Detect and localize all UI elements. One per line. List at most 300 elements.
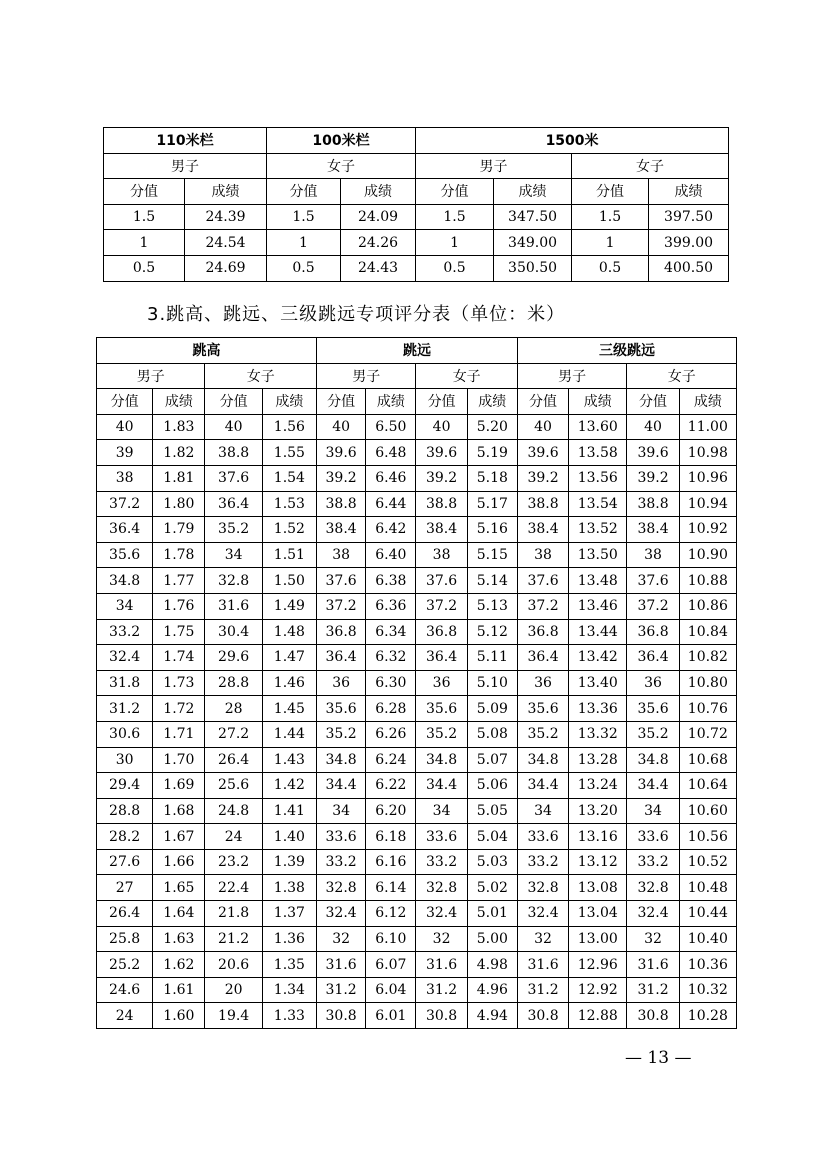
table-cell: 31.2 (416, 977, 467, 1003)
column-label: 分值 (205, 389, 262, 415)
table-row (97, 849, 737, 875)
table-cell: 39.6 (317, 440, 366, 466)
column-label: 成绩 (341, 179, 416, 205)
table-cell: 1.5 (416, 204, 494, 230)
table-cell: 30.8 (627, 1003, 679, 1029)
table-cell: 1.81 (153, 465, 205, 491)
table-row (97, 875, 737, 901)
table-cell: 34.8 (517, 747, 568, 773)
table-cell: 1 (416, 230, 494, 256)
table-cell: 28 (205, 696, 262, 722)
table-cell: 35.6 (517, 696, 568, 722)
table-cell: 24 (205, 824, 262, 850)
table-cell: 1.55 (262, 440, 316, 466)
table-cell: 31.6 (317, 952, 366, 978)
table-row (97, 824, 737, 850)
table-cell: 10.72 (679, 721, 736, 747)
table-cell: 6.12 (366, 901, 416, 927)
table-cell: 6.32 (366, 645, 416, 671)
column-label: 成绩 (262, 389, 316, 415)
table-cell: 36.4 (416, 645, 467, 671)
table-cell: 6.28 (366, 696, 416, 722)
table-cell: 1.37 (262, 901, 316, 927)
table-cell: 24.54 (185, 230, 267, 256)
table-cell: 33.2 (97, 619, 153, 645)
table-row (97, 773, 737, 799)
table-cell: 38.8 (317, 491, 366, 517)
table-cell: 1.39 (262, 849, 316, 875)
table-cell: 6.16 (366, 849, 416, 875)
table-cell: 21.2 (205, 926, 262, 952)
table-cell: 1.70 (153, 747, 205, 773)
table-cell: 38 (627, 542, 679, 568)
table-row (97, 721, 737, 747)
table-cell: 13.56 (569, 465, 627, 491)
table-cell: 32 (627, 926, 679, 952)
table-cell: 37.6 (416, 568, 467, 594)
table-cell: 1.71 (153, 721, 205, 747)
table-cell: 13.42 (569, 645, 627, 671)
table-cell: 1.75 (153, 619, 205, 645)
table-cell: 24.26 (341, 230, 416, 256)
table-cell: 40 (416, 414, 467, 440)
table-cell: 10.56 (679, 824, 736, 850)
table-cell: 38 (97, 465, 153, 491)
table-row (97, 465, 737, 491)
table-cell: 4.98 (467, 952, 517, 978)
table-row (104, 204, 729, 230)
table-cell: 32.4 (627, 901, 679, 927)
table-cell: 39.6 (517, 440, 568, 466)
table-cell: 36.4 (205, 491, 262, 517)
table-cell: 40 (627, 414, 679, 440)
table-cell: 1.54 (262, 465, 316, 491)
table-row (97, 798, 737, 824)
table-cell: 1.61 (153, 977, 205, 1003)
table-cell: 350.50 (494, 255, 572, 281)
table-cell: 37.2 (416, 593, 467, 619)
table-cell: 35.2 (416, 721, 467, 747)
table-cell: 6.18 (366, 824, 416, 850)
table-row (97, 1003, 737, 1029)
table-cell: 38.4 (627, 517, 679, 543)
gender-header: 男子 (104, 153, 267, 179)
table-cell: 21.8 (205, 901, 262, 927)
table-cell: 10.84 (679, 619, 736, 645)
table-cell: 19.4 (205, 1003, 262, 1029)
table-cell: 10.98 (679, 440, 736, 466)
table-cell: 1.42 (262, 773, 316, 799)
table-cell: 1.35 (262, 952, 316, 978)
column-label: 分值 (517, 389, 568, 415)
table-cell: 1.34 (262, 977, 316, 1003)
table-cell: 13.54 (569, 491, 627, 517)
table-cell: 13.44 (569, 619, 627, 645)
table-cell: 1.53 (262, 491, 316, 517)
table-cell: 36.8 (517, 619, 568, 645)
table-cell: 400.50 (649, 255, 729, 281)
table-cell: 6.04 (366, 977, 416, 1003)
table-cell: 6.30 (366, 670, 416, 696)
table-cell: 32.8 (317, 875, 366, 901)
table-cell: 36.8 (627, 619, 679, 645)
column-label: 分值 (416, 389, 467, 415)
table-cell: 33.6 (416, 824, 467, 850)
table-cell: 38 (517, 542, 568, 568)
table-cell: 1.36 (262, 926, 316, 952)
table-cell: 38.8 (627, 491, 679, 517)
hurdles-1500m-table (103, 127, 729, 282)
table-cell: 25.8 (97, 926, 153, 952)
table-cell: 31.2 (317, 977, 366, 1003)
gender-header: 男子 (317, 363, 416, 389)
table-cell: 38.8 (205, 440, 262, 466)
table-cell: 1.38 (262, 875, 316, 901)
table-cell: 35.6 (97, 542, 153, 568)
table-row (97, 542, 737, 568)
table-cell: 5.18 (467, 465, 517, 491)
table-cell: 5.13 (467, 593, 517, 619)
table-cell: 13.32 (569, 721, 627, 747)
table-cell: 34 (416, 798, 467, 824)
table-cell: 31.6 (416, 952, 467, 978)
table-cell: 32.8 (627, 875, 679, 901)
table-cell: 349.00 (494, 230, 572, 256)
table-cell: 24.43 (341, 255, 416, 281)
table-cell: 37.6 (517, 568, 568, 594)
table-row (97, 440, 737, 466)
table-cell: 34.4 (517, 773, 568, 799)
table-cell: 1.63 (153, 926, 205, 952)
table-row (97, 670, 737, 696)
table-cell: 34 (627, 798, 679, 824)
table-cell: 40 (317, 414, 366, 440)
table-cell: 5.02 (467, 875, 517, 901)
table-cell: 1.80 (153, 491, 205, 517)
table-cell: 1.44 (262, 721, 316, 747)
table-cell: 1.56 (262, 414, 316, 440)
table-cell: 1.74 (153, 645, 205, 671)
table-cell: 1.73 (153, 670, 205, 696)
table-cell: 35.2 (205, 517, 262, 543)
gender-header: 女子 (572, 153, 729, 179)
table-cell: 13.20 (569, 798, 627, 824)
table-cell: 1.78 (153, 542, 205, 568)
column-label: 分值 (267, 179, 341, 205)
table-cell: 1.49 (262, 593, 316, 619)
table-row (97, 414, 737, 440)
table-cell: 10.90 (679, 542, 736, 568)
gender-header: 女子 (205, 363, 317, 389)
table-cell: 10.28 (679, 1003, 736, 1029)
table-cell: 10.80 (679, 670, 736, 696)
table-cell: 5.09 (467, 696, 517, 722)
table-cell: 25.6 (205, 773, 262, 799)
table-cell: 34 (317, 798, 366, 824)
table-cell: 5.00 (467, 926, 517, 952)
table-cell: 10.76 (679, 696, 736, 722)
table-cell: 6.48 (366, 440, 416, 466)
table-cell: 36 (517, 670, 568, 696)
table-cell: 38.8 (416, 491, 467, 517)
table-cell: 31.2 (97, 696, 153, 722)
table-cell: 6.38 (366, 568, 416, 594)
table-cell: 38.4 (517, 517, 568, 543)
column-label: 成绩 (679, 389, 736, 415)
column-label: 成绩 (494, 179, 572, 205)
table-cell: 1.43 (262, 747, 316, 773)
table-cell: 26.4 (205, 747, 262, 773)
table-cell: 35.2 (517, 721, 568, 747)
table-cell: 39 (97, 440, 153, 466)
table-cell: 33.2 (416, 849, 467, 875)
table-cell: 30.8 (517, 1003, 568, 1029)
table-cell: 32.4 (517, 901, 568, 927)
table-cell: 33.6 (627, 824, 679, 850)
table-cell: 6.46 (366, 465, 416, 491)
table-cell: 40 (205, 414, 262, 440)
table-cell: 4.94 (467, 1003, 517, 1029)
table-cell: 20.6 (205, 952, 262, 978)
table-cell: 6.01 (366, 1003, 416, 1029)
table-cell: 35.6 (416, 696, 467, 722)
table-cell: 34 (517, 798, 568, 824)
table-cell: 33.6 (517, 824, 568, 850)
table-cell: 0.5 (572, 255, 649, 281)
table-cell: 1.5 (104, 204, 185, 230)
table-cell: 36 (416, 670, 467, 696)
table-cell: 10.92 (679, 517, 736, 543)
event-header: 三级跳远 (517, 338, 736, 364)
table-cell: 4.96 (467, 977, 517, 1003)
table-cell: 5.04 (467, 824, 517, 850)
table-cell: 38 (416, 542, 467, 568)
table-cell: 34.4 (627, 773, 679, 799)
table-row (97, 926, 737, 952)
table-cell: 10.94 (679, 491, 736, 517)
table-cell: 1 (572, 230, 649, 256)
column-label: 分值 (104, 179, 185, 205)
table-cell: 5.06 (467, 773, 517, 799)
table-cell: 1.45 (262, 696, 316, 722)
event-header: 1500米 (416, 128, 729, 154)
table-cell: 1.5 (267, 204, 341, 230)
table-cell: 1.72 (153, 696, 205, 722)
column-label: 成绩 (153, 389, 205, 415)
table-cell: 35.6 (627, 696, 679, 722)
gender-header: 男子 (517, 363, 627, 389)
table-cell: 40 (97, 414, 153, 440)
table-cell: 5.12 (467, 619, 517, 645)
table-cell: 13.08 (569, 875, 627, 901)
jumps-scoring-table (96, 337, 737, 1029)
table-cell: 6.26 (366, 721, 416, 747)
table-cell: 36.4 (517, 645, 568, 671)
table-cell: 10.82 (679, 645, 736, 671)
table-cell: 24 (97, 1003, 153, 1029)
gender-header: 男子 (97, 363, 205, 389)
table-row (97, 747, 737, 773)
table-cell: 1.33 (262, 1003, 316, 1029)
table-cell: 6.34 (366, 619, 416, 645)
table-cell: 37.2 (517, 593, 568, 619)
table-cell: 36 (627, 670, 679, 696)
table-cell: 5.16 (467, 517, 517, 543)
table-cell: 28.2 (97, 824, 153, 850)
table-cell: 39.6 (416, 440, 467, 466)
table-cell: 1.52 (262, 517, 316, 543)
table-cell: 1.48 (262, 619, 316, 645)
table-cell: 24.09 (341, 204, 416, 230)
table-cell: 36.8 (416, 619, 467, 645)
table-cell: 6.44 (366, 491, 416, 517)
table-cell: 32.4 (97, 645, 153, 671)
table-row (97, 619, 737, 645)
table-cell: 6.50 (366, 414, 416, 440)
table-cell: 10.36 (679, 952, 736, 978)
table-cell: 1.47 (262, 645, 316, 671)
table-cell: 1.64 (153, 901, 205, 927)
table-cell: 32 (317, 926, 366, 952)
table-cell: 38 (317, 542, 366, 568)
table-cell: 1.46 (262, 670, 316, 696)
table-cell: 36.4 (627, 645, 679, 671)
table-row (97, 568, 737, 594)
table-cell: 39.2 (317, 465, 366, 491)
table-cell: 30.6 (97, 721, 153, 747)
table-cell: 13.58 (569, 440, 627, 466)
table-cell: 36.8 (317, 619, 366, 645)
table-cell: 37.2 (317, 593, 366, 619)
table-cell: 31.2 (627, 977, 679, 1003)
table-cell: 34.8 (317, 747, 366, 773)
table-cell: 31.6 (627, 952, 679, 978)
table-cell: 13.52 (569, 517, 627, 543)
table-cell: 1.82 (153, 440, 205, 466)
table-cell: 5.19 (467, 440, 517, 466)
table-cell: 35.2 (317, 721, 366, 747)
table-cell: 1.66 (153, 849, 205, 875)
table-cell: 37.2 (97, 491, 153, 517)
table-cell: 12.96 (569, 952, 627, 978)
table-cell: 1 (267, 230, 341, 256)
table-cell: 13.12 (569, 849, 627, 875)
table-row (104, 255, 729, 281)
table-cell: 34.8 (97, 568, 153, 594)
table-cell: 6.24 (366, 747, 416, 773)
table-cell: 35.2 (627, 721, 679, 747)
table-cell: 10.40 (679, 926, 736, 952)
table-cell: 34.4 (416, 773, 467, 799)
table-cell: 6.42 (366, 517, 416, 543)
table-cell: 31.6 (517, 952, 568, 978)
table-cell: 10.64 (679, 773, 736, 799)
column-label: 分值 (416, 179, 494, 205)
table-cell: 22.4 (205, 875, 262, 901)
table-cell: 5.03 (467, 849, 517, 875)
table-row (97, 901, 737, 927)
event-header: 跳远 (317, 338, 518, 364)
table-cell: 20 (205, 977, 262, 1003)
table-cell: 30 (97, 747, 153, 773)
table-cell: 39.2 (627, 465, 679, 491)
table-cell: 13.36 (569, 696, 627, 722)
column-label: 分值 (627, 389, 679, 415)
table-cell: 38.4 (317, 517, 366, 543)
table-cell: 1.79 (153, 517, 205, 543)
table-cell: 1.51 (262, 542, 316, 568)
table-cell: 24.8 (205, 798, 262, 824)
table-row (97, 517, 737, 543)
page-number: — 13 — (625, 1048, 692, 1068)
table-cell: 27.6 (97, 849, 153, 875)
table-cell: 13.16 (569, 824, 627, 850)
table-cell: 5.17 (467, 491, 517, 517)
table-cell: 1.65 (153, 875, 205, 901)
table-cell: 10.60 (679, 798, 736, 824)
table-cell: 29.4 (97, 773, 153, 799)
table-cell: 11.00 (679, 414, 736, 440)
table-cell: 28.8 (205, 670, 262, 696)
table-cell: 37.2 (627, 593, 679, 619)
table-cell: 5.14 (467, 568, 517, 594)
table-cell: 12.92 (569, 977, 627, 1003)
gender-header: 女子 (267, 153, 416, 179)
table-cell: 34 (97, 593, 153, 619)
table-cell: 33.2 (317, 849, 366, 875)
table-cell: 37.6 (627, 568, 679, 594)
gender-header: 女子 (416, 363, 517, 389)
table-cell: 33.2 (517, 849, 568, 875)
table-cell: 10.52 (679, 849, 736, 875)
table-cell: 6.36 (366, 593, 416, 619)
table-cell: 5.11 (467, 645, 517, 671)
table-cell: 13.46 (569, 593, 627, 619)
table-cell: 28.8 (97, 798, 153, 824)
table-cell: 1.83 (153, 414, 205, 440)
table-cell: 1.76 (153, 593, 205, 619)
table-cell: 23.2 (205, 849, 262, 875)
table-cell: 1.41 (262, 798, 316, 824)
table-row (97, 593, 737, 619)
table-cell: 13.00 (569, 926, 627, 952)
table-cell: 35.6 (317, 696, 366, 722)
table-cell: 29.6 (205, 645, 262, 671)
table-cell: 34.4 (317, 773, 366, 799)
table-cell: 24.69 (185, 255, 267, 281)
table-cell: 0.5 (267, 255, 341, 281)
table-cell: 1.60 (153, 1003, 205, 1029)
table-cell: 40 (517, 414, 568, 440)
table-cell: 32.8 (205, 568, 262, 594)
table-cell: 32.4 (416, 901, 467, 927)
event-header: 跳高 (97, 338, 317, 364)
table-cell: 32.4 (317, 901, 366, 927)
table-cell: 10.88 (679, 568, 736, 594)
column-label: 成绩 (649, 179, 729, 205)
table-cell: 5.07 (467, 747, 517, 773)
table-cell: 32 (517, 926, 568, 952)
table-cell: 36.4 (317, 645, 366, 671)
table-cell: 33.6 (317, 824, 366, 850)
table-cell: 31.6 (205, 593, 262, 619)
table-cell: 1.5 (572, 204, 649, 230)
table-row (97, 977, 737, 1003)
table-cell: 34.8 (416, 747, 467, 773)
column-label: 成绩 (569, 389, 627, 415)
table-cell: 37.6 (317, 568, 366, 594)
table-cell: 5.01 (467, 901, 517, 927)
